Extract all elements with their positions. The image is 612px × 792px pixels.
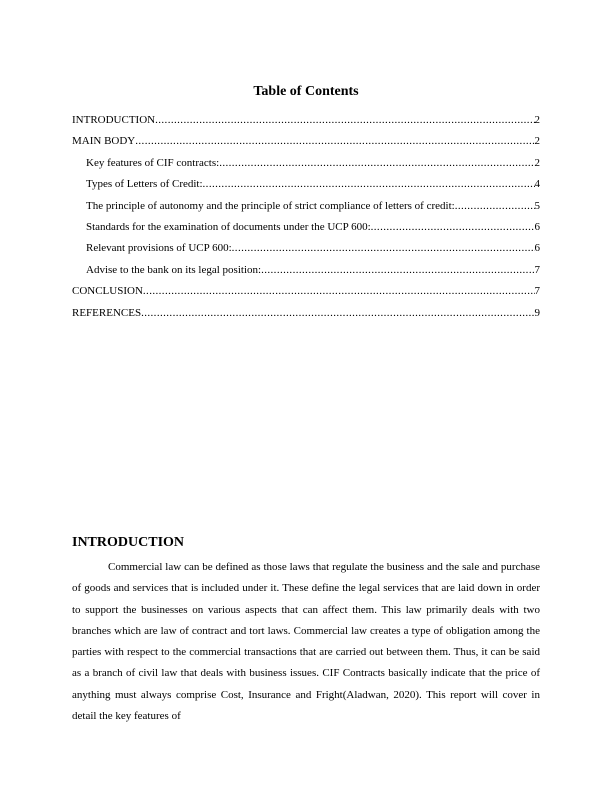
toc-entry-label: Standards for the examination of documents under the UCP 600: [86,220,371,233]
toc-dot-leader [261,263,534,277]
toc-entry-advise-to-bank[interactable] [72,263,540,284]
toc-entry-label: REFERENCES [72,306,142,319]
toc-dot-leader [232,241,535,255]
toc-entry-page: 4 [534,178,540,191]
toc-dot-leader [203,177,535,191]
toc-entry-label: Key features of CIF contracts: [86,156,220,169]
toc-entry-page: 7 [534,263,540,276]
toc-entry-key-features[interactable] [72,156,540,177]
toc-entry-references[interactable] [72,306,540,327]
toc-title: Table of Contents [253,84,359,99]
table-of-contents [72,113,540,327]
toc-dot-leader [219,156,534,170]
toc-entry-label: Relevant provisions of UCP 600: [86,242,232,255]
toc-entry-label: CONCLUSION [72,285,143,298]
toc-entry-label: MAIN BODY [72,135,136,148]
toc-dot-leader [135,134,534,148]
toc-entry-main-body[interactable] [72,134,540,155]
toc-entry-label: Types of Letters of Credit: [86,178,203,191]
toc-dot-leader [455,199,535,213]
toc-entry-page: 2 [534,156,540,169]
toc-entry-page: 2 [534,114,540,126]
toc-entry-introduction[interactable] [72,113,540,134]
toc-entry-page: 7 [534,285,540,298]
toc-dot-leader [141,306,534,320]
toc-entry-label: Advise to the bank on its legal position: [86,263,262,276]
toc-entry-label: The principle of autonomy and the principle of strict compliance of letters of credit: [86,199,455,212]
toc-entry-page: 6 [534,242,540,255]
toc-entry-relevant-provisions[interactable] [72,241,540,262]
introduction-paragraph: Commercial law can be defined as those laws that regulate the business and the sale and purchase of goods and services that is included under it. These define the legal services that are laid down in order to support the businesses on various aspects that can affect them. This law primarily deals with two branches which are law of contract and tort laws. Commercial law creates a type of obligation among the parties with respect to the commercial transactions that are carried out between them. Thus, it can be said as a branch of civil law that deals with business issues. CIF Contracts basically indicate that the price of anything must always comprise Cost, Insurance and Fright(Aladwan, 2020). This report will cover in detail the key features of [72,561,540,723]
toc-dot-leader [155,113,534,127]
toc-entry-page: 2 [534,135,540,148]
toc-entry-standards-examination[interactable] [72,220,540,241]
toc-entry-page: 6 [534,220,540,233]
toc-entry-label: INTRODUCTION [72,114,156,126]
toc-entry-principle-of-autonomy[interactable] [72,199,540,220]
toc-entry-page: 5 [534,199,540,212]
toc-entry-conclusion[interactable] [72,284,540,305]
toc-dot-leader [143,284,535,298]
introduction-heading: INTRODUCTION [72,535,185,550]
toc-entry-types-of-letters[interactable] [72,177,540,198]
toc-dot-leader [371,220,535,234]
toc-entry-page: 9 [534,306,540,319]
